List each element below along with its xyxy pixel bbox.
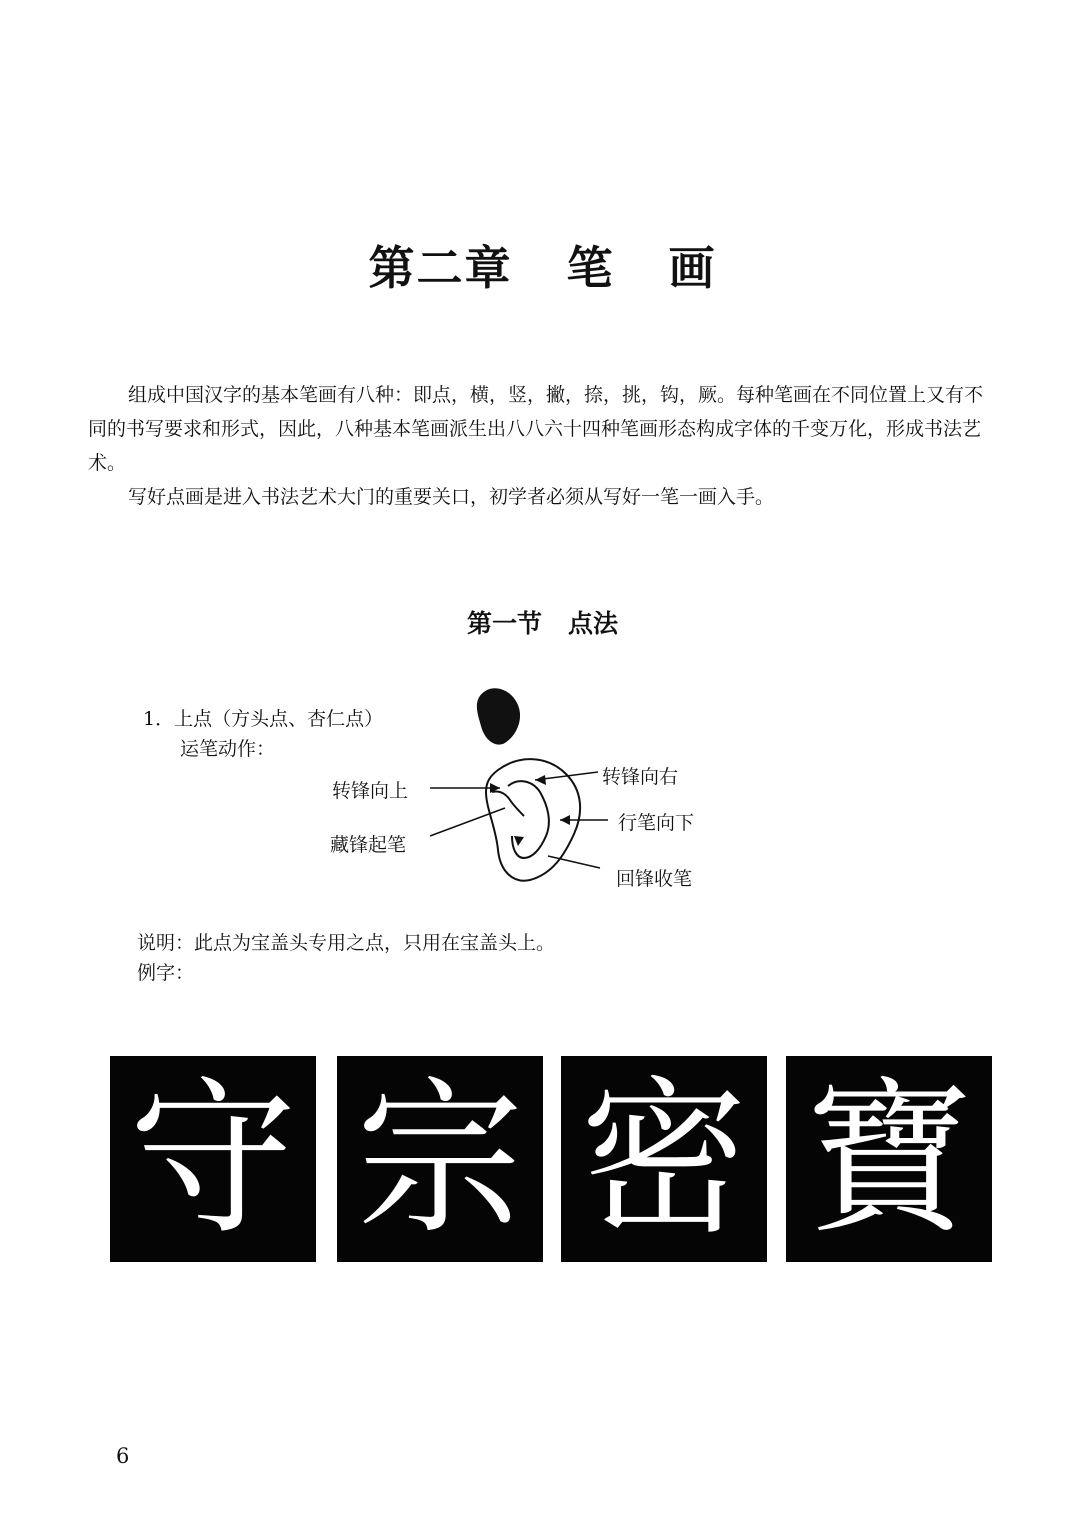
leader-hidden-start: [430, 808, 505, 836]
label-move-down: 行笔向下: [618, 812, 695, 834]
arrow-turn-up: [490, 783, 500, 793]
leader-return-finish: [548, 856, 600, 868]
intro-paragraph-1: 组成中国汉字的基本笔画有八种：即点，横，竖，撇，捺，挑，钩，厥。每种笔画在不同位置上又有不同的书写要求和形式，因此，八种基本笔画派生出八八六十四种笔画形态构成字体的千变万化，形成书法艺术。: [88, 384, 984, 474]
stroke-path-start: [492, 791, 524, 816]
explanation-note: 说明：此点为宝盖头专用之点，只用在宝盖头上。: [137, 932, 556, 954]
dot-stroke-sample: [477, 688, 520, 744]
item-title: 1．上点（方头点、杏仁点）: [143, 708, 384, 730]
label-return-finish: 回锋收笔: [616, 868, 693, 890]
stroke-path-inner: [508, 781, 549, 858]
item-subtitle: 运笔动作：: [180, 738, 276, 760]
example-label: 例字：: [137, 962, 195, 984]
section-title: 第一节 点法: [466, 609, 619, 638]
label-hidden-start: 藏锋起笔: [330, 834, 407, 856]
label-turn-right: 转锋向右: [602, 766, 679, 788]
page-number: 6: [116, 1444, 130, 1468]
example-character-tile: 守: [110, 1056, 316, 1262]
label-turn-up: 转锋向上: [332, 780, 409, 802]
arrow-move-down: [560, 815, 570, 825]
example-character-tile: 密: [561, 1056, 767, 1262]
dot-outline: [486, 759, 580, 881]
leader-turn-right: [535, 772, 598, 780]
arrow-return-finish: [514, 836, 524, 846]
example-character-tile: 寶: [786, 1056, 992, 1262]
example-character-tile: 宗: [337, 1056, 543, 1262]
chapter-title: 第二章 笔 画: [368, 241, 717, 295]
intro-paragraph-2: 写好点画是进入书法艺术大门的重要关口，初学者必须从写好一笔一画入手。: [128, 486, 775, 508]
arrow-turn-right: [535, 775, 546, 785]
